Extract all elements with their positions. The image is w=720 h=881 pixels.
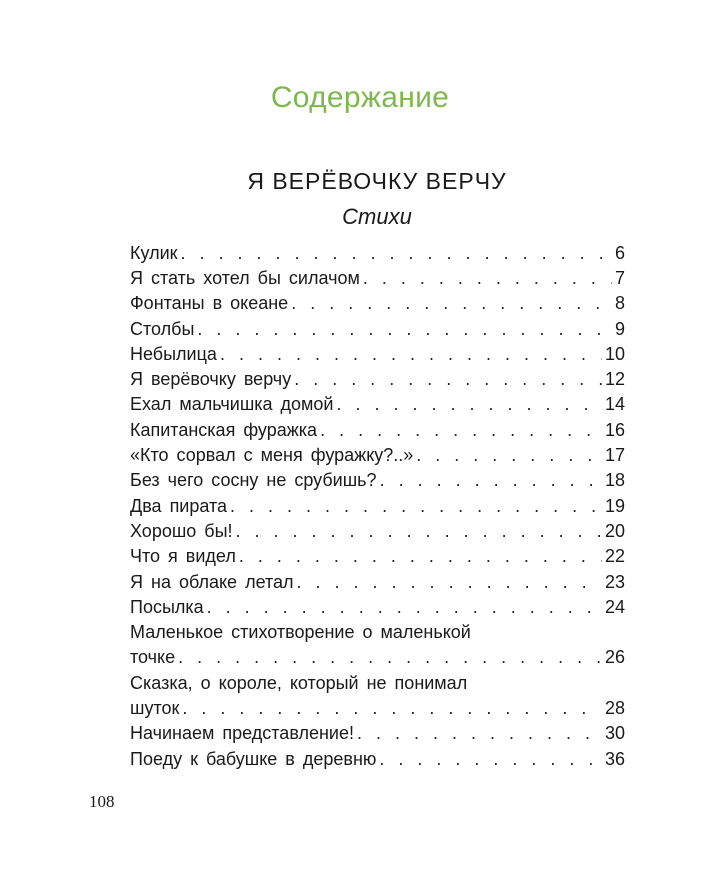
dot-leader xyxy=(337,392,602,417)
toc-entry-title: Столбы xyxy=(130,318,195,339)
toc-entry-page: 9 xyxy=(614,318,625,339)
dot-leader xyxy=(357,721,602,746)
toc-entry-title: Что я видел xyxy=(130,546,236,567)
toc-entry-title: Фонтаны в океане xyxy=(130,293,289,314)
toc-entry xyxy=(130,519,625,544)
toc-entry-page: 19 xyxy=(604,495,625,516)
section-subtitle: Стихи xyxy=(342,204,412,229)
toc-entry xyxy=(130,291,625,316)
toc-entry-page: 22 xyxy=(604,546,625,567)
toc-entry-page: 18 xyxy=(604,470,625,491)
toc-entry-title: Начинаем представление! xyxy=(130,723,354,744)
toc-entry-page: 14 xyxy=(604,394,625,415)
dot-leader xyxy=(297,570,602,595)
toc-entry-title: Два пирата xyxy=(130,495,228,516)
dot-leader xyxy=(416,443,602,468)
toc-entry-page: 12 xyxy=(604,369,625,390)
dot-leader xyxy=(363,266,612,291)
dot-leader xyxy=(291,291,612,316)
toc-entry-page: 30 xyxy=(604,723,625,744)
dot-leader xyxy=(220,342,602,367)
toc-entry-first-line xyxy=(130,671,625,696)
toc-entry-first-line xyxy=(130,620,625,645)
toc-entry-page: 6 xyxy=(614,243,625,263)
toc-entry xyxy=(130,392,625,417)
toc-entry-title: Я на облаке летал xyxy=(130,571,294,592)
toc-entry-title: точке xyxy=(130,647,176,668)
toc-entry-page: 26 xyxy=(604,647,625,668)
dot-leader xyxy=(380,468,602,493)
dot-leader xyxy=(239,544,602,569)
toc-entry-title: Сказка, о короле, который не понимал xyxy=(130,672,468,693)
dot-leader xyxy=(178,645,602,670)
toc-entry-title: Капитанская фуражка xyxy=(130,419,318,440)
toc-entry-page: 36 xyxy=(604,748,625,769)
toc-entry xyxy=(130,266,625,291)
dot-leader xyxy=(320,418,602,443)
dot-leader xyxy=(181,240,612,266)
dot-leader xyxy=(182,696,602,721)
toc-entry-title: Поеду к бабушке в деревню xyxy=(130,748,377,769)
dot-leader xyxy=(197,317,612,342)
toc-entry-title: шуток xyxy=(130,698,180,719)
toc-entry-title: Кулик xyxy=(130,243,178,263)
toc-entry xyxy=(130,747,625,772)
toc-entry xyxy=(130,443,625,468)
toc-entry xyxy=(130,342,625,367)
section-title: Я ВЕРЁВОЧКУ ВЕРЧУ xyxy=(247,168,507,194)
toc-entry xyxy=(130,696,625,721)
toc-entry-page: 28 xyxy=(604,698,625,719)
toc-entry-title: Ехал мальчишка домой xyxy=(130,394,334,415)
table-of-contents xyxy=(130,240,625,772)
toc-entry-page: 17 xyxy=(604,445,625,466)
toc-entry-title: Я стать хотел бы силачом xyxy=(130,268,360,288)
dot-leader xyxy=(236,519,602,544)
toc-entry-page: 24 xyxy=(604,596,625,617)
toc-entry-page: 16 xyxy=(604,419,625,440)
toc-entry-title: Я верёвочку верчу xyxy=(130,369,292,390)
toc-entry-page: 20 xyxy=(604,520,625,541)
toc-entry xyxy=(130,468,625,493)
toc-entry xyxy=(130,494,625,519)
toc-entry-page: 7 xyxy=(614,268,625,288)
toc-entry-title: Посылка xyxy=(130,596,204,617)
toc-entry xyxy=(130,544,625,569)
toc-entry xyxy=(130,645,625,670)
toc-entry-page: 23 xyxy=(604,571,625,592)
toc-entry-title: «Кто сорвал с меня фуражку?..» xyxy=(130,445,414,466)
toc-entry-title: Небылица xyxy=(130,343,217,364)
toc-entry xyxy=(130,240,625,266)
toc-entry-page: 8 xyxy=(614,293,625,314)
page-number: 108 xyxy=(89,792,115,811)
toc-entry-page: 10 xyxy=(604,343,625,364)
toc-entry xyxy=(130,418,625,443)
toc-entry-title: Хорошо бы! xyxy=(130,520,233,541)
dot-leader xyxy=(230,494,602,519)
toc-entry xyxy=(130,595,625,620)
toc-entry xyxy=(130,317,625,342)
dot-leader xyxy=(207,595,602,620)
toc-entry xyxy=(130,367,625,392)
toc-entry xyxy=(130,721,625,746)
dot-leader xyxy=(379,747,602,772)
toc-entry-title: Маленькое стихотворение о маленькой xyxy=(130,622,471,643)
page-title: Содержание xyxy=(270,81,450,114)
toc-entry-title: Без чего сосну не срубишь? xyxy=(130,470,377,491)
toc-entry xyxy=(130,570,625,595)
dot-leader xyxy=(294,367,602,392)
